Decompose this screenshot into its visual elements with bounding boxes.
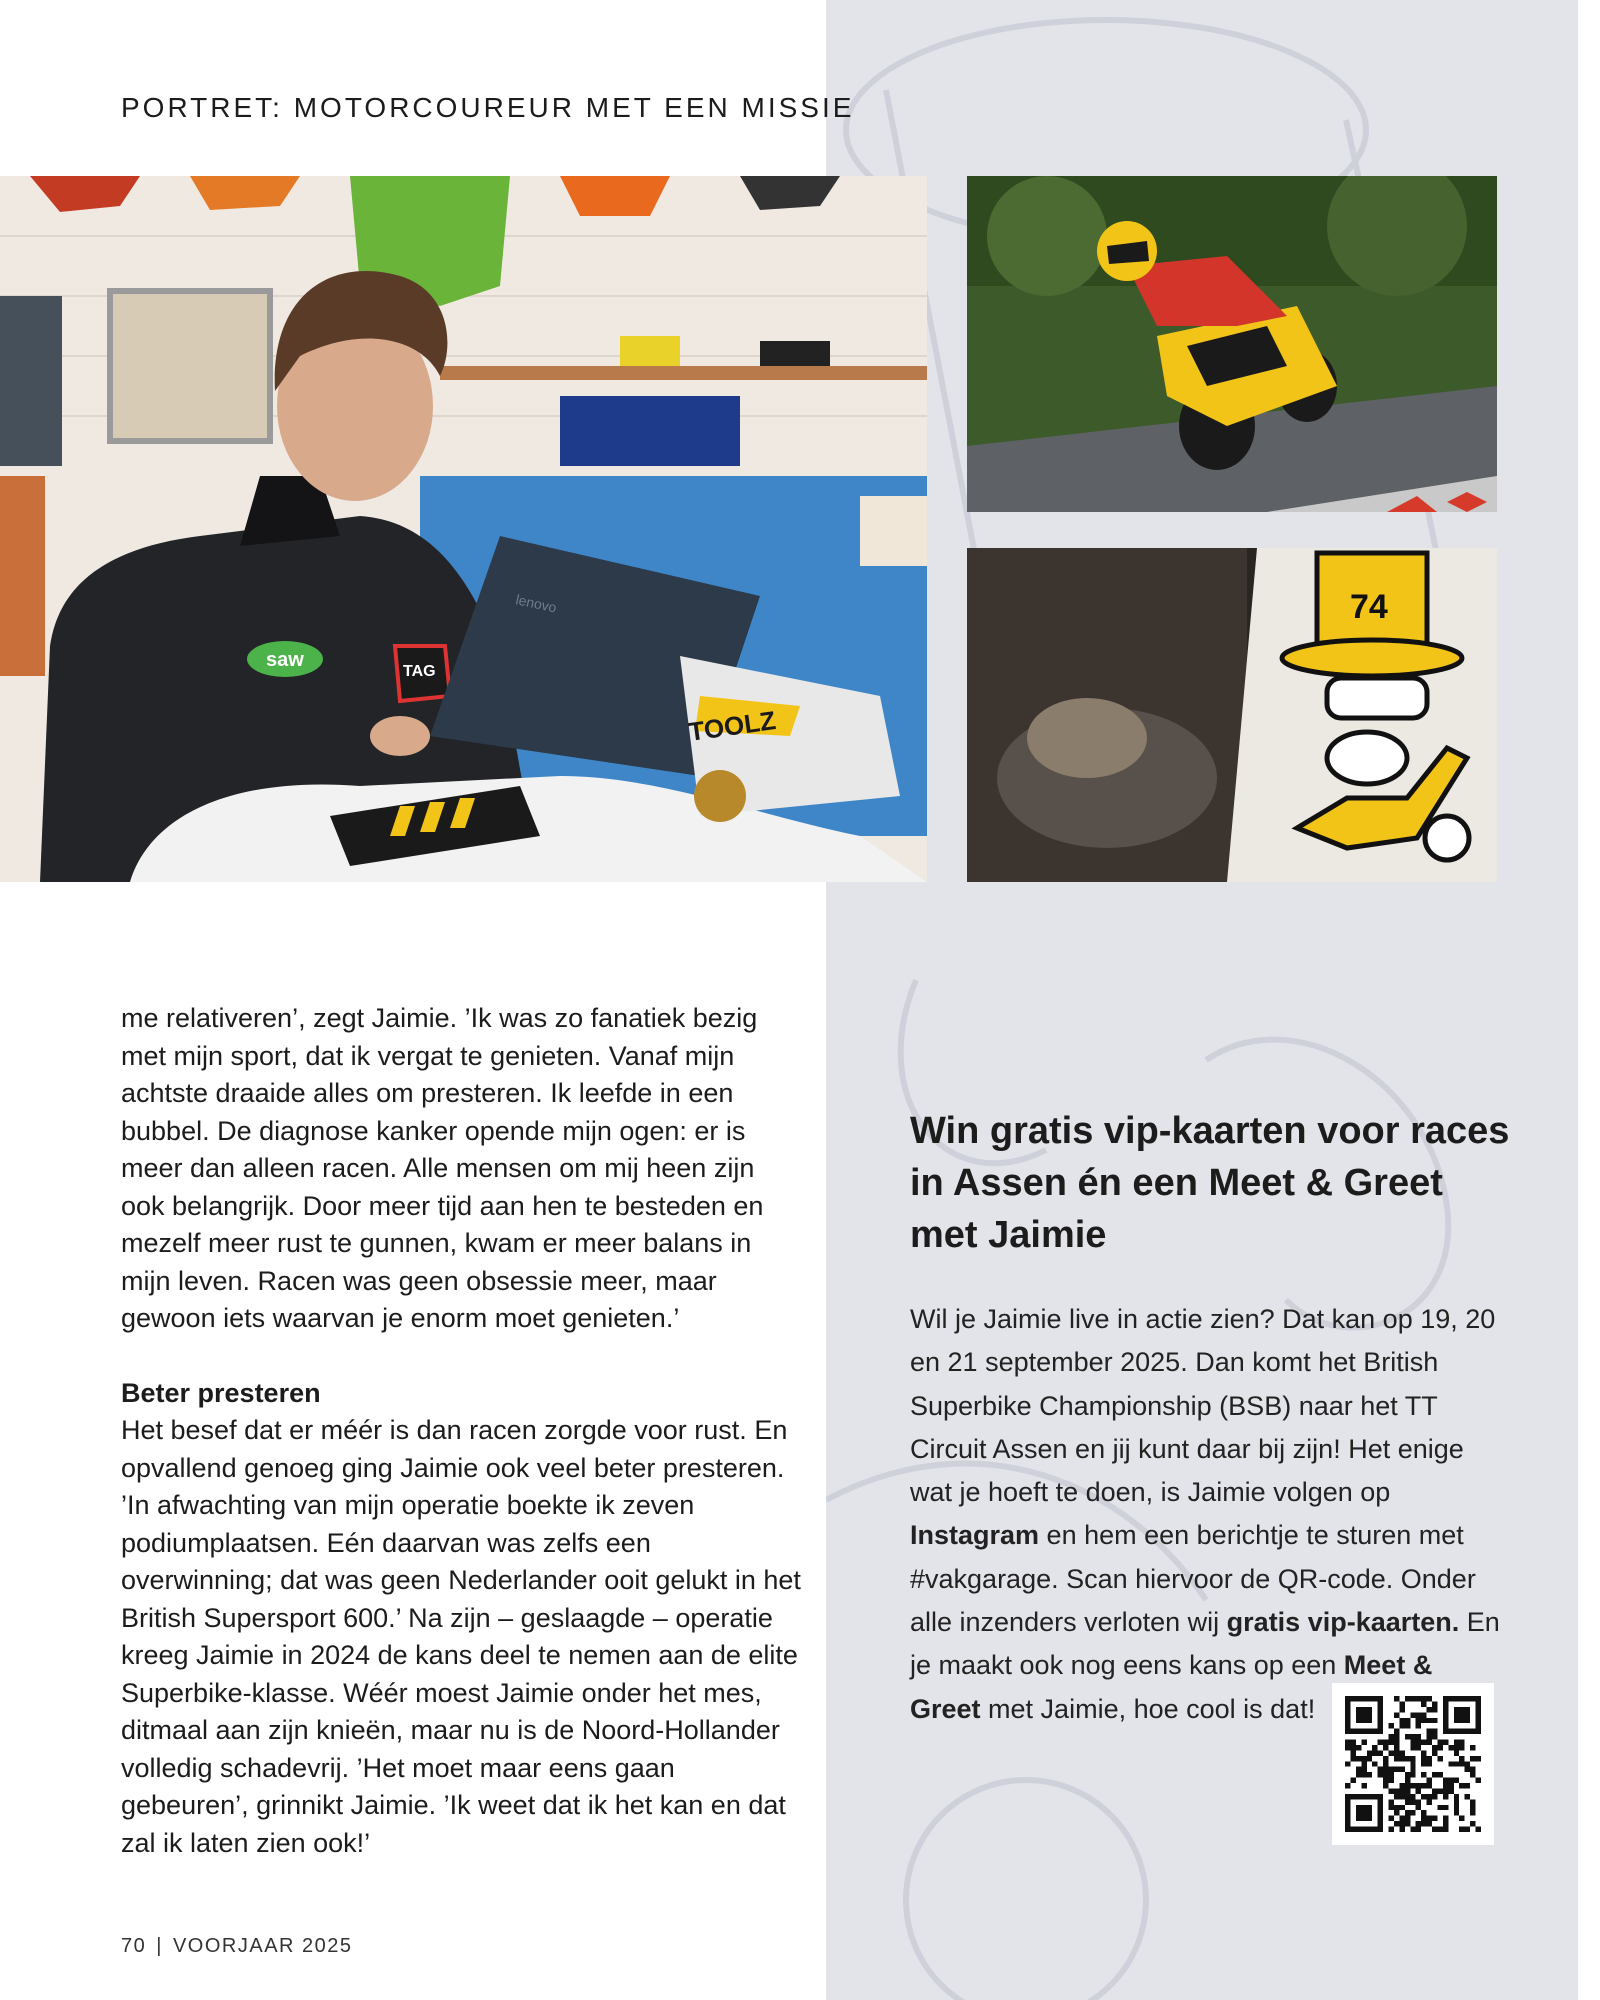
section-label: PORTRET: MOTORCOUREUR MET EEN MISSIE [121, 92, 855, 123]
qr-code-pattern [1345, 1696, 1481, 1832]
article-paragraph: Het besef dat er méér is dan racen zorgde voor rust. En opvallend genoeg ging Jaimie ook veel beter presteren. ’In afwachting van mijn operatie boekte ik zeven podiumplaatsen. Eén daarvan was zelfs een overwinning; dat was geen Nederlander ooit gelukt in het British Supersport 600.’ Na zijn – geslaagde – operatie kreeg Jaimie in 2024 de kans deel te nemen aan de elite Superbike-klasse. Wéér moest Jaimie onder het mes, ditmaal aan zijn knieën, maar nu is de Noord-Hollander volledig schadevrij. ’Het moet maar eens gaan gebeuren’, grinnikt Jaimie. ’Ik weet dat ik het kan en dat zal ik laten zien ook!’ [121, 1415, 801, 1858]
laptop-brand: lenovo [514, 591, 559, 616]
photo-bike-mascot-detail [967, 548, 1497, 882]
promo-text: en hem een berichtje te sturen met #vakgarage. Scan hiervoor de QR-code. Onder alle inzenders verloten wij [910, 1520, 1476, 1638]
promo-vip-tickets: gratis vip-kaarten. [1226, 1607, 1460, 1638]
promo-title: Win gratis vip-kaarten voor races in Assen én een Meet & Greet met Jaimie [910, 1110, 1510, 1256]
jacket-logo-saw: saw [266, 649, 304, 671]
qr-code[interactable] [1332, 1683, 1494, 1845]
promo-instagram: Instagram [910, 1520, 1040, 1551]
photo-rider-racing [967, 176, 1497, 512]
promo-text: met Jaimie, hoe cool is dat! [980, 1693, 1316, 1724]
page-edge [1578, 0, 1600, 2000]
promo-text: Wil je Jaimie live in actie zien? Dat kan op 19, 20 en 21 september 2025. Dan komt het British Superbike Championship (BSB) naar het TT Circuit Assen en jij kunt daar bij zijn! Het enige wat je hoeft te doen, is Jaimie volgen op [910, 1304, 1496, 1508]
page-number: 70 [121, 1935, 147, 1957]
issue-label: VOORJAAR 2025 [172, 1935, 353, 1957]
article-column [121, 1000, 801, 1862]
promo-body [910, 1298, 1500, 1731]
photo-rider-workshop [0, 176, 927, 882]
bike-fairing-text: TOOLZ [686, 705, 778, 747]
jacket-logo-tag: TAG [403, 663, 436, 680]
promo-text: En je maakt ook nog eens kans op een [910, 1607, 1500, 1681]
hat-number: 74 [1350, 588, 1388, 626]
footer-separator: | [156, 1935, 163, 1957]
article-paragraph: me relativeren’, zegt Jaimie. ’Ik was zo fanatiek bezig met mijn sport, dat ik vergat te genieten. Vanaf mijn achtste draaide alles om presteren. Ik leefde in een bubbel. De diagnose kanker opende mijn ogen: er is meer dan alleen racen. Alle mensen om mij heen zijn ook belangrijk. Door meer tijd aan hen te besteden en mezelf meer rust te gunnen, kwam er meer balans in mijn leven. Racen was geen obsessie meer, maar gewoon iets waarvan je enorm moet genieten.’ [121, 1003, 764, 1333]
page-footer [121, 1935, 353, 1958]
promo-meet-greet: Meet & Greet [910, 1650, 1433, 1724]
article-subheading: Beter presteren [121, 1377, 321, 1408]
